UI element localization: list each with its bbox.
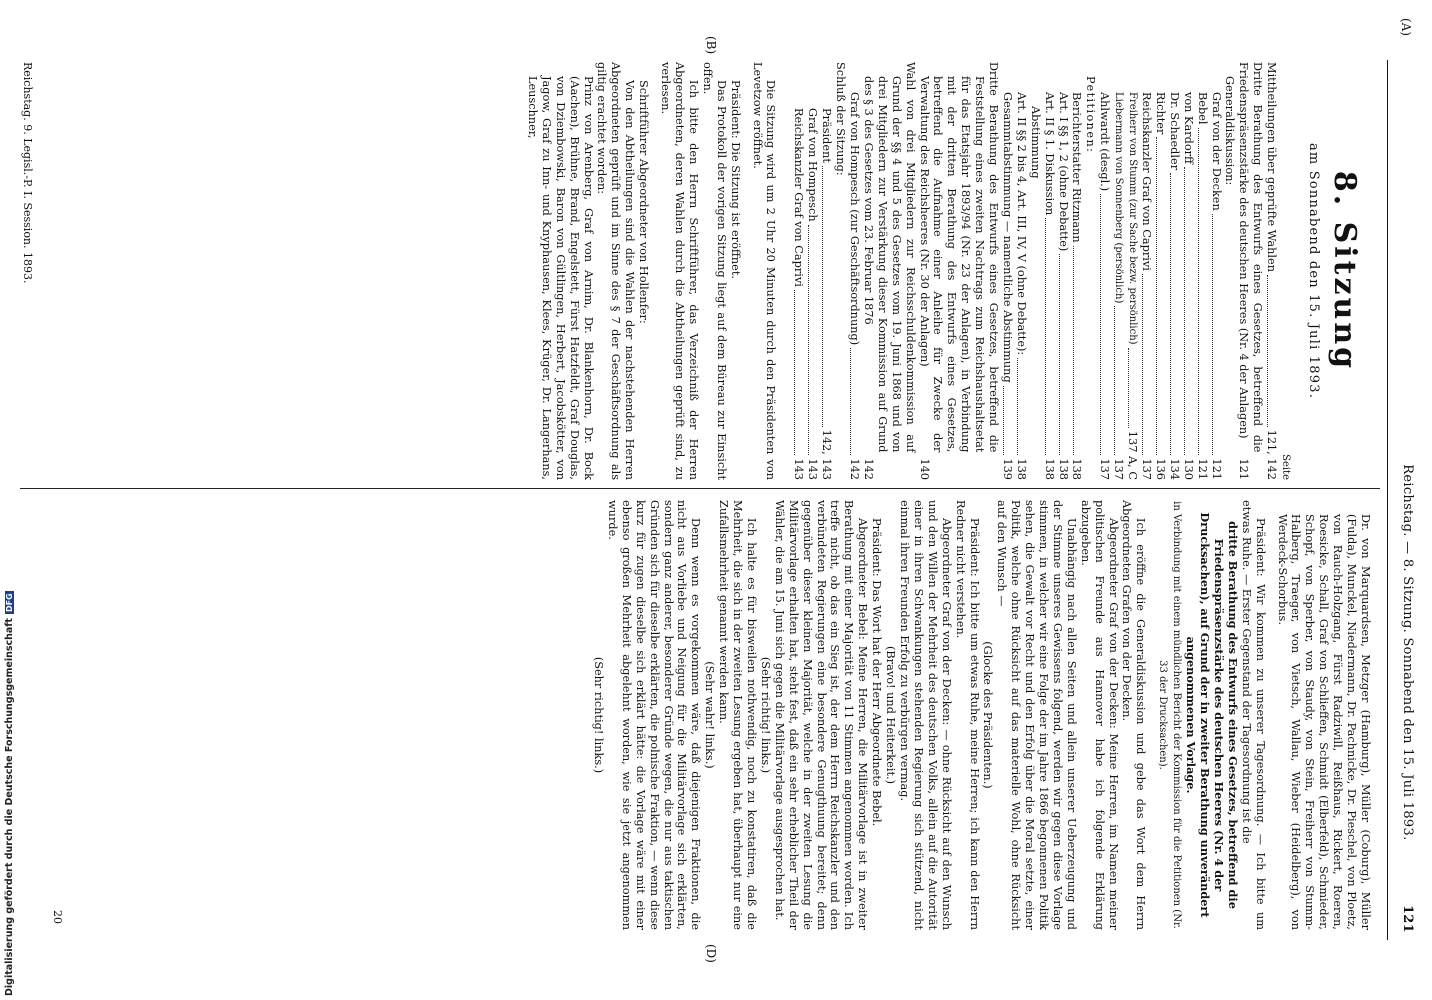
session-title: 8. Sitzung — [1327, 170, 1362, 372]
toc-speaker: Dr. Schaedler 134 — [1167, 92, 1181, 480]
interjection: (Sehr wahr! links.) — [703, 661, 717, 769]
president-statement: Präsident: Das Wort hat der Herr Abgeordnete Bebel. — [870, 518, 884, 827]
toc-speaker: Reichskanzler Graf von Caprivi 137 — [1140, 92, 1154, 480]
toc-item: Graf von Hompesch (zur Geschäftsordnung) 142 — [848, 92, 861, 480]
column-divider — [20, 488, 1380, 489]
interjection-bell: (Glocke des Präsidenten.) — [981, 641, 995, 789]
toc-closing-item: Graf von Hompesch 143 — [806, 108, 820, 480]
secretary-text: Von den Abtheilungen sind die Wahlen der nachstehenden Herren Abgeordneten geprüft und im Sinne des § 7 der Geschäftsordnung als giltig erachtet worden: — [595, 62, 637, 480]
toc-speakers — [1097, 62, 1222, 480]
toc-item: Wahl von drei Mitgliedern zur Reichsschuldenkommission auf Grund der §§ 4 und 5 des Gesetzes vom 19. Juni 1868 und von drei Mitgliedern zur Verstärkung dieser Kommission auf Grund des § 3 des Gesetzes vom 23. Februar 1876 142 — [861, 62, 917, 480]
toc-speaker: von Kardorff 130 — [1181, 92, 1195, 480]
protocol-note: Das Protokoll der vorigen Sitzung liegt auf dem Büreau zur Einsicht offen. — [700, 62, 728, 480]
speech-decken: Unabhängig nach allen Seiten und allein unserer Ueberzeugung und der Stimme unseres Gewissens folgend, werden wir gegen diese Vorlage stimmen, in welcher wir eine Folge der im Jahre 1866 begonnenen Politik sehen, die Gewalt vor Recht und den Erfolg über die Moral setzte, einer Politik, welche ohne Rücksicht auf das materielle Wohl, ohne Rücksicht auf den Wunsch — — [995, 500, 1078, 930]
verified-names-continued: Dr. von Marquardsen, Metzger (Hamburg), Müller (Coburg), Müller (Fulda), Munckel, Niedermann, Dr. Pachnicke, Dr. Pieschel, von Ploetz, von Rauch-Holzgang, Fürst Radziwill, Reißhaus, Rickert, Roeren, Roesicke, Schall, Graf von Schlieffen, Schmidt (Elberfeld), Schmieder, Schopf, von Sperber, von Staudy, von Stein, Freiherr von Stumm-Halberg, Traeger, von Vietsch, Wallau, Wieber (Heidelberg), von Werdeck-Schorbus. — [1275, 514, 1372, 930]
speech-bebel: Denn wenn es vorgekommen wäre, daß diejenigen Fraktionen, die nicht aus Vorliebe und Neigung für die Militärvorlage sich erklärten, sondern ganz anderer, besonderer Gründe wegen, die nur aus taktischen Gründen sich für dieselbe erklärten, die polnische Fraktion, — wenn diese kurz für zugen dieselbe sich erklärt hätte: die Vorlage wäre mit einer ebenso großen Mehrheit abgelehnt worden, wie sie jetzt angenommen wurde. — [605, 500, 703, 930]
toc-petition: Berichterstatter Ritzmann 138 — [1070, 92, 1084, 480]
president-statement: Präsident: Die Sitzung ist eröffnet. — [728, 80, 742, 279]
toc-petition: Gesammtabstimmung — namentliche Abstimmung 139 — [1000, 92, 1014, 480]
toc-petition: Art. II § 1. Diskussion 138 — [1042, 92, 1056, 480]
margin-letter-b: (B) — [704, 36, 718, 55]
column-mark-a: (A) — [1399, 18, 1413, 37]
toc-closing-item: Reichskanzler Graf von Caprivi 143 — [792, 108, 806, 480]
toc-speaker: Bebel 121 — [1195, 92, 1209, 480]
president-agenda: Präsident: Wir kommen zu unserer Tagesordnung. — Ich bitte um etwas Ruhe. — Erster Gegenstand der Tagesordnung ist die — [1239, 500, 1267, 930]
toc-speaker: Ahlwardt (desgl.) 137 — [1098, 92, 1112, 480]
header-rule — [1387, 60, 1388, 940]
sheet-number: 20 — [51, 910, 64, 924]
president-statement: Präsident: Ich bitte um etwas Ruhe, meine Herren; ich kann den Herrn Redner nicht verstehen. — [953, 500, 981, 930]
digitization-note: Digitalisierung gefördert durch die Deutsche ForschungsgemeinschaftDFG — [4, 593, 15, 996]
toc-speaker: Graf von der Decken 121 — [1209, 92, 1223, 480]
toc-subheading: Generaldiskussion: — [1223, 76, 1237, 186]
left-column — [525, 62, 1372, 480]
margin-letter-d: (D) — [704, 944, 718, 963]
toc-speaker: Freiherr von Stumm (zur Sache bezw. persönlich) 137 A, C — [1126, 92, 1140, 480]
running-header — [1392, 18, 1418, 933]
session-date: am Sonnabend den 15. Juli 1893. — [1306, 142, 1321, 400]
speech-decken-continued: Abgeordneter Graf von der Decken: — ohne Rücksicht auf den Wunsch und den Willen der Mehrheit des deutschen Volks, allein auf die Autorität einer in ihren Schwankungen stehenden Regierung sich stützend, nicht einmal ihren Freunden Erfolg zu verbürgen vermag. — [898, 500, 953, 930]
toc-petitions-label: Petitionen: — [1084, 76, 1098, 154]
toc-speaker: Richter 136 — [1153, 92, 1167, 480]
toc-petition: Art. I §§ 1, 2 (ohne Debatte) 138 — [1056, 92, 1070, 480]
toc-speaker: Liebermann von Sonnenberg (persönlich) 137 — [1112, 92, 1126, 480]
toc-closing-item: Präsident 142, 143 — [820, 108, 834, 480]
interjection-bravo: (Bravo! und Heiterkeit.) — [884, 646, 898, 784]
right-column — [591, 500, 1372, 930]
toc-petitions — [1000, 62, 1083, 480]
toc-closing — [791, 62, 833, 480]
session-opening: Die Sitzung wird um 2 Uhr 20 Minuten durch den Präsidenten von Levetzow eröffnet. — [750, 62, 778, 480]
interjection: (Sehr richtig! links.) — [592, 656, 606, 774]
speech-bebel: Ich halte es für bisweilen nothwendig, noch zu konstatiren, daß die Mehrheit, die sich in der zweiten Lesung ergeben hat, überhaupt nur eine Zufallsmehrheit genannt werden kann. — [717, 500, 759, 930]
secretary-request: Ich bitte den Herrn Schriftführer, das Verzeichniß der Herren Abgeordneten, deren Wahlen durch die Abtheilungen geprüft sind, zu verlesen. — [659, 62, 700, 480]
secretary-label: Schriftführer Abgeordneter von Hollenfer: — [637, 80, 651, 324]
toc-item: Dritte Berathung des Entwurfs eines Gesetzes, betreffend die Friedenspräsenzstärke des deutschen Heeres (Nr. 4 der Anlagen) 121 — [1237, 62, 1265, 480]
toc-petition: Abstimmung — [1028, 106, 1042, 179]
toc-schluss-label: Schluß der Sitzung: — [834, 62, 848, 176]
dfg-logo: DFG — [5, 593, 14, 613]
bill-title: dritte Berathung des Entwurfs eines Gesetzes, betreffend die Friedenspräsenzstärke des deutschen Heeres (Nr. 4 der Drucksachen), auf Grund der in zweiter Berathung unverändert angenommenen Vorlage. — [1184, 512, 1240, 918]
verified-names: Prinz von Arenberg, Graf von Arnim, Dr. Blankenhorn, Dr. Bock (Aachen), Brühne, Brand, Engelstett, Fürst Hatzfeldt, Graf Douglas, von Dziembowski, Baron von Gültlingen, Herbert, Jacobskötter, von Jagow, Graf zu Inn- und Knyphausen, Klees, Krüger, Dr. Langerhans, Leuschner, — [525, 76, 595, 480]
bill-connection: in Verbindung mit einem mündlichen Bericht der Kommission für die Petitionen (Nr. 33 der Drucksachen). — [1157, 501, 1183, 929]
page-number: 121 — [1400, 904, 1415, 933]
toc-item: Dritte Berathung des Entwurfs eines Gesetzes, betreffend die Feststellung eines zweiten Nachtrags zum Reichshaushaltsetat für das Etatsjahr 1893/94 (Nr. 23 der Anlagen), in Verbindung mit der dritten Berathung des Entwurfs eines Gesetzes, betreffend die Aufnahme einer Anleihe für Zwecke der Verwaltung des Reichsheeres (Nr. 30 der Anlagen) 140 — [917, 62, 1001, 480]
interjection: (Sehr richtig! links.) — [758, 656, 772, 774]
toc-petition: Art. II §§ 2 bis 4, Art. III, IV, V (ohne Debatte): 138 — [1014, 92, 1028, 480]
seite-label: Seite — [1280, 454, 1292, 480]
running-title: Reichstag. — 8. Sitzung. Sonnabend den 15. Juli 1893. — [1400, 464, 1415, 841]
speech-bebel-intro: Abgeordneter Bebel: Meine Herren, die Militärvorlage ist in zweiter Berathung mit einer Majorität von 11 Stimmen angenommen worden. Ich treffe nicht, ob das ein Sieg ist, der dem Herrn Reichskanzler und den verbündeten Regierungen eine besondere Genugthuung bereitet; denn gegenüber dieser kleinen Majorität, welche in der zweiten Lesung die Militärvorlage erhalten hat, steht fest, daß ein sehr erheblicher Theil der Wähler, die am 15. Juni sich gegen die Militärvorlage ausgesprochen hat. — [772, 500, 870, 930]
volume-footer: Reichstag. 9. Legisl.-P. I. Session. 1893. — [21, 62, 34, 284]
toc-item: Mittheilungen über geprüfte Wahlen 121, 142 — [1265, 62, 1279, 480]
speech-decken-intro: Abgeordneter Graf von der Decken: Meine Herren, im Namen meiner politischen Freunde aus Hannover habe ich folgende Erklärung abzugeben. — [1078, 500, 1120, 930]
general-discussion-opening: Ich eröffne die Generaldiskussion und gebe das Wort dem Herrn Abgeordneten Grafen von der Decken. — [1120, 500, 1148, 930]
